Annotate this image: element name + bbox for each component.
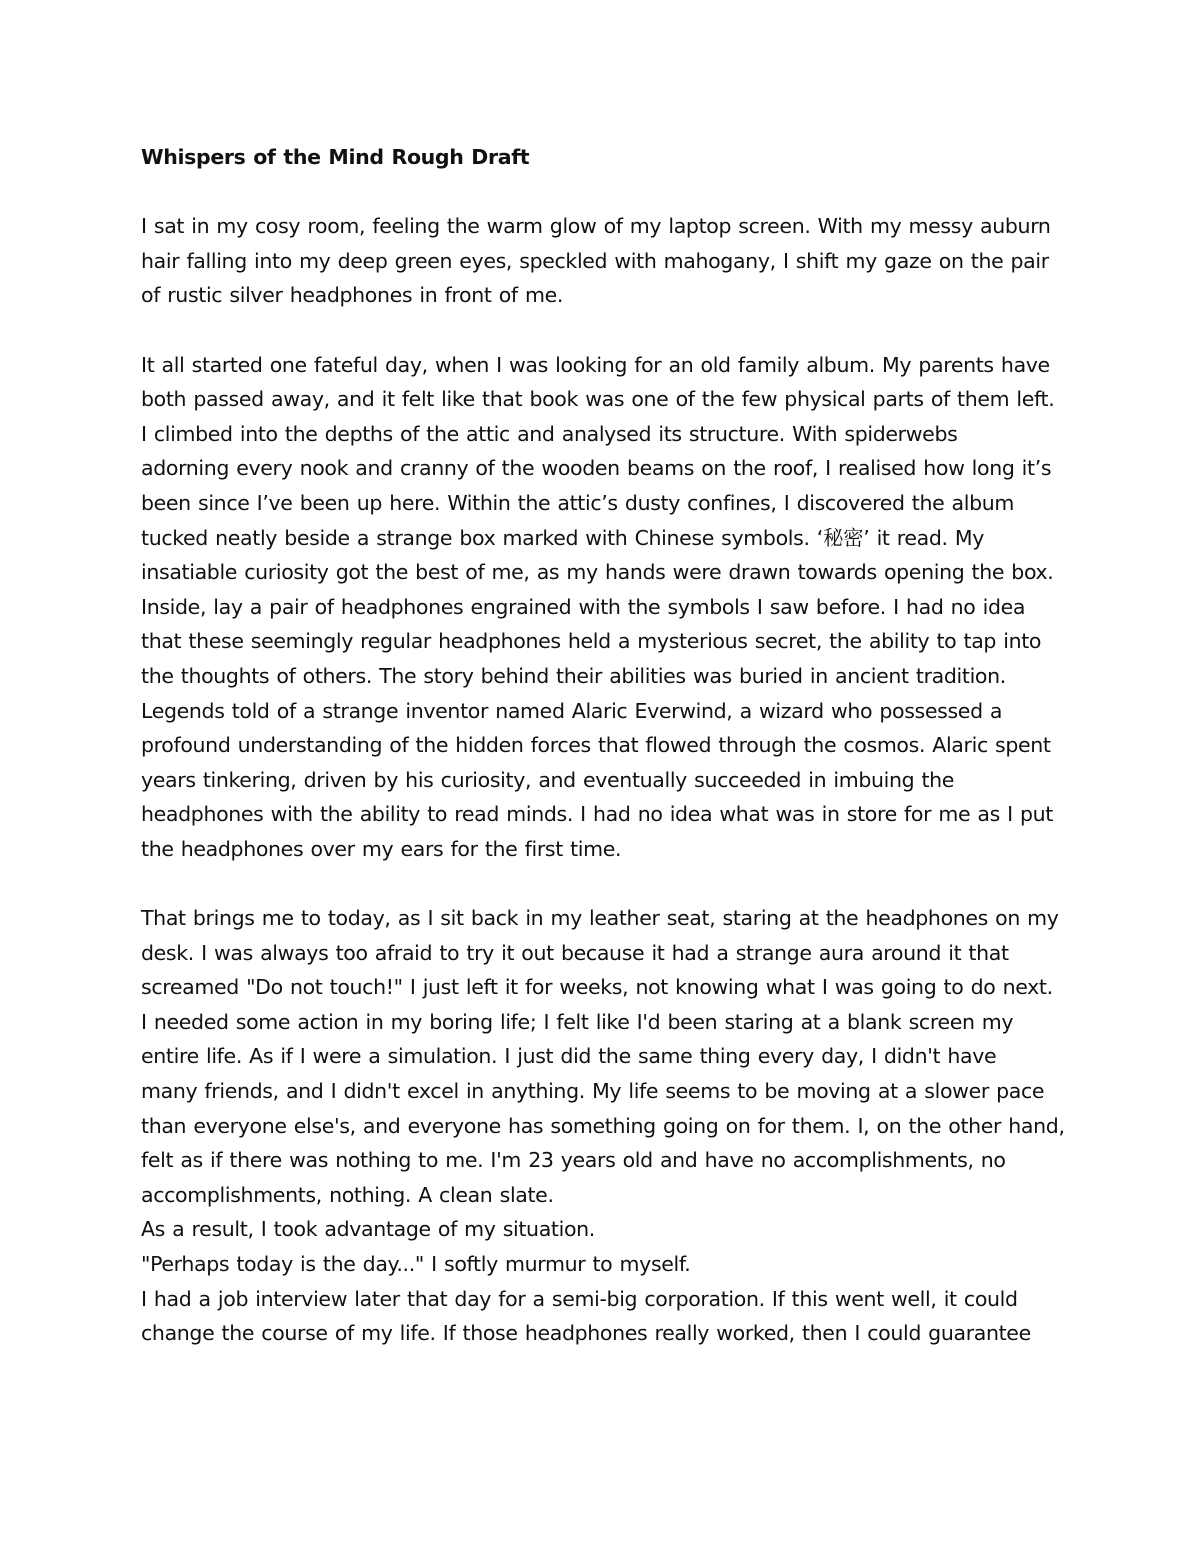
- text-line: It all started one fateful day, when I was looking for an old family album. My parents have: [141, 352, 1050, 377]
- text-line: entire life. As if I were a simulation. I just did the same thing every day, I didn't have: [141, 1044, 997, 1069]
- text-line: As a result, I took advantage of my situation.: [141, 1217, 595, 1242]
- text-line: Legends told of a strange inventor named Alaric Everwind, a wizard who possessed a: [141, 698, 1003, 723]
- text-line: many friends, and I didn't excel in anything. My life seems to be moving at a slower pace: [141, 1079, 1045, 1104]
- text-line: I had a job interview later that day for a semi-big corporation. If this went well, it could: [141, 1286, 1018, 1311]
- text-line: headphones with the ability to read minds. I had no idea what was in store for me as I put: [141, 802, 1053, 827]
- text-line: insatiable curiosity got the best of me, as my hands were drawn towards opening the box.: [141, 560, 1054, 585]
- text-line: desk. I was always too afraid to try it out because it had a strange aura around it that: [141, 940, 1009, 965]
- paragraph-1: [141, 209, 1071, 313]
- text-line: been since I’ve been up here. Within the attic’s dusty confines, I discovered the album: [141, 490, 1015, 515]
- text-line: tucked neatly beside a strange box marked with Chinese symbols. ‘秘密’ it read. My: [141, 525, 984, 550]
- text-line: screamed "Do not touch!" I just left it for weeks, not knowing what I was going to do next.: [141, 975, 1053, 1000]
- text-line: felt as if there was nothing to me. I'm 23 years old and have no accomplishments, no: [141, 1148, 1006, 1173]
- text-line: change the course of my life. If those headphones really worked, then I could guarantee: [141, 1321, 1031, 1346]
- text-line: the thoughts of others. The story behind their abilities was buried in ancient tradition.: [141, 663, 1006, 688]
- paragraph-2: [141, 348, 1071, 867]
- text-line: than everyone else's, and everyone has something going on for them. I, on the other hand,: [141, 1113, 1065, 1138]
- paragraph-3: [141, 901, 1071, 1351]
- text-line: profound understanding of the hidden forces that flowed through the cosmos. Alaric spent: [141, 733, 1051, 758]
- text-line: I sat in my cosy room, feeling the warm glow of my laptop screen. With my messy auburn: [141, 214, 1051, 239]
- text-line: hair falling into my deep green eyes, speckled with mahogany, I shift my gaze on the pair: [141, 248, 1049, 273]
- text-line: accomplishments, nothing. A clean slate.: [141, 1182, 554, 1207]
- text-line: that these seemingly regular headphones held a mysterious secret, the ability to tap into: [141, 629, 1042, 654]
- text-line: "Perhaps today is the day..." I softly murmur to myself.: [141, 1252, 691, 1276]
- text-line: adorning every nook and cranny of the wooden beams on the roof, I realised how long it’s: [141, 456, 1052, 481]
- text-line: I needed some action in my boring life; I felt like I'd been staring at a blank screen my: [141, 1009, 1014, 1034]
- text-line: That brings me to today, as I sit back in my leather seat, staring at the headphones on my: [141, 906, 1059, 931]
- text-line: of rustic silver headphones in front of me.: [141, 283, 563, 308]
- text-line: years tinkering, driven by his curiosity, and eventually succeeded in imbuing the: [141, 767, 955, 792]
- text-line: I climbed into the depths of the attic and analysed its structure. With spiderwebs: [141, 421, 958, 446]
- text-line: the headphones over my ears for the first time.: [141, 836, 622, 861]
- text-line: Inside, lay a pair of headphones engrained with the symbols I saw before. I had no idea: [141, 594, 1026, 619]
- document-title: Whispers of the Mind Rough Draft: [141, 145, 530, 169]
- document-body: [141, 140, 1071, 1351]
- text-line: both passed away, and it felt like that book was one of the few physical parts of them left.: [141, 387, 1055, 412]
